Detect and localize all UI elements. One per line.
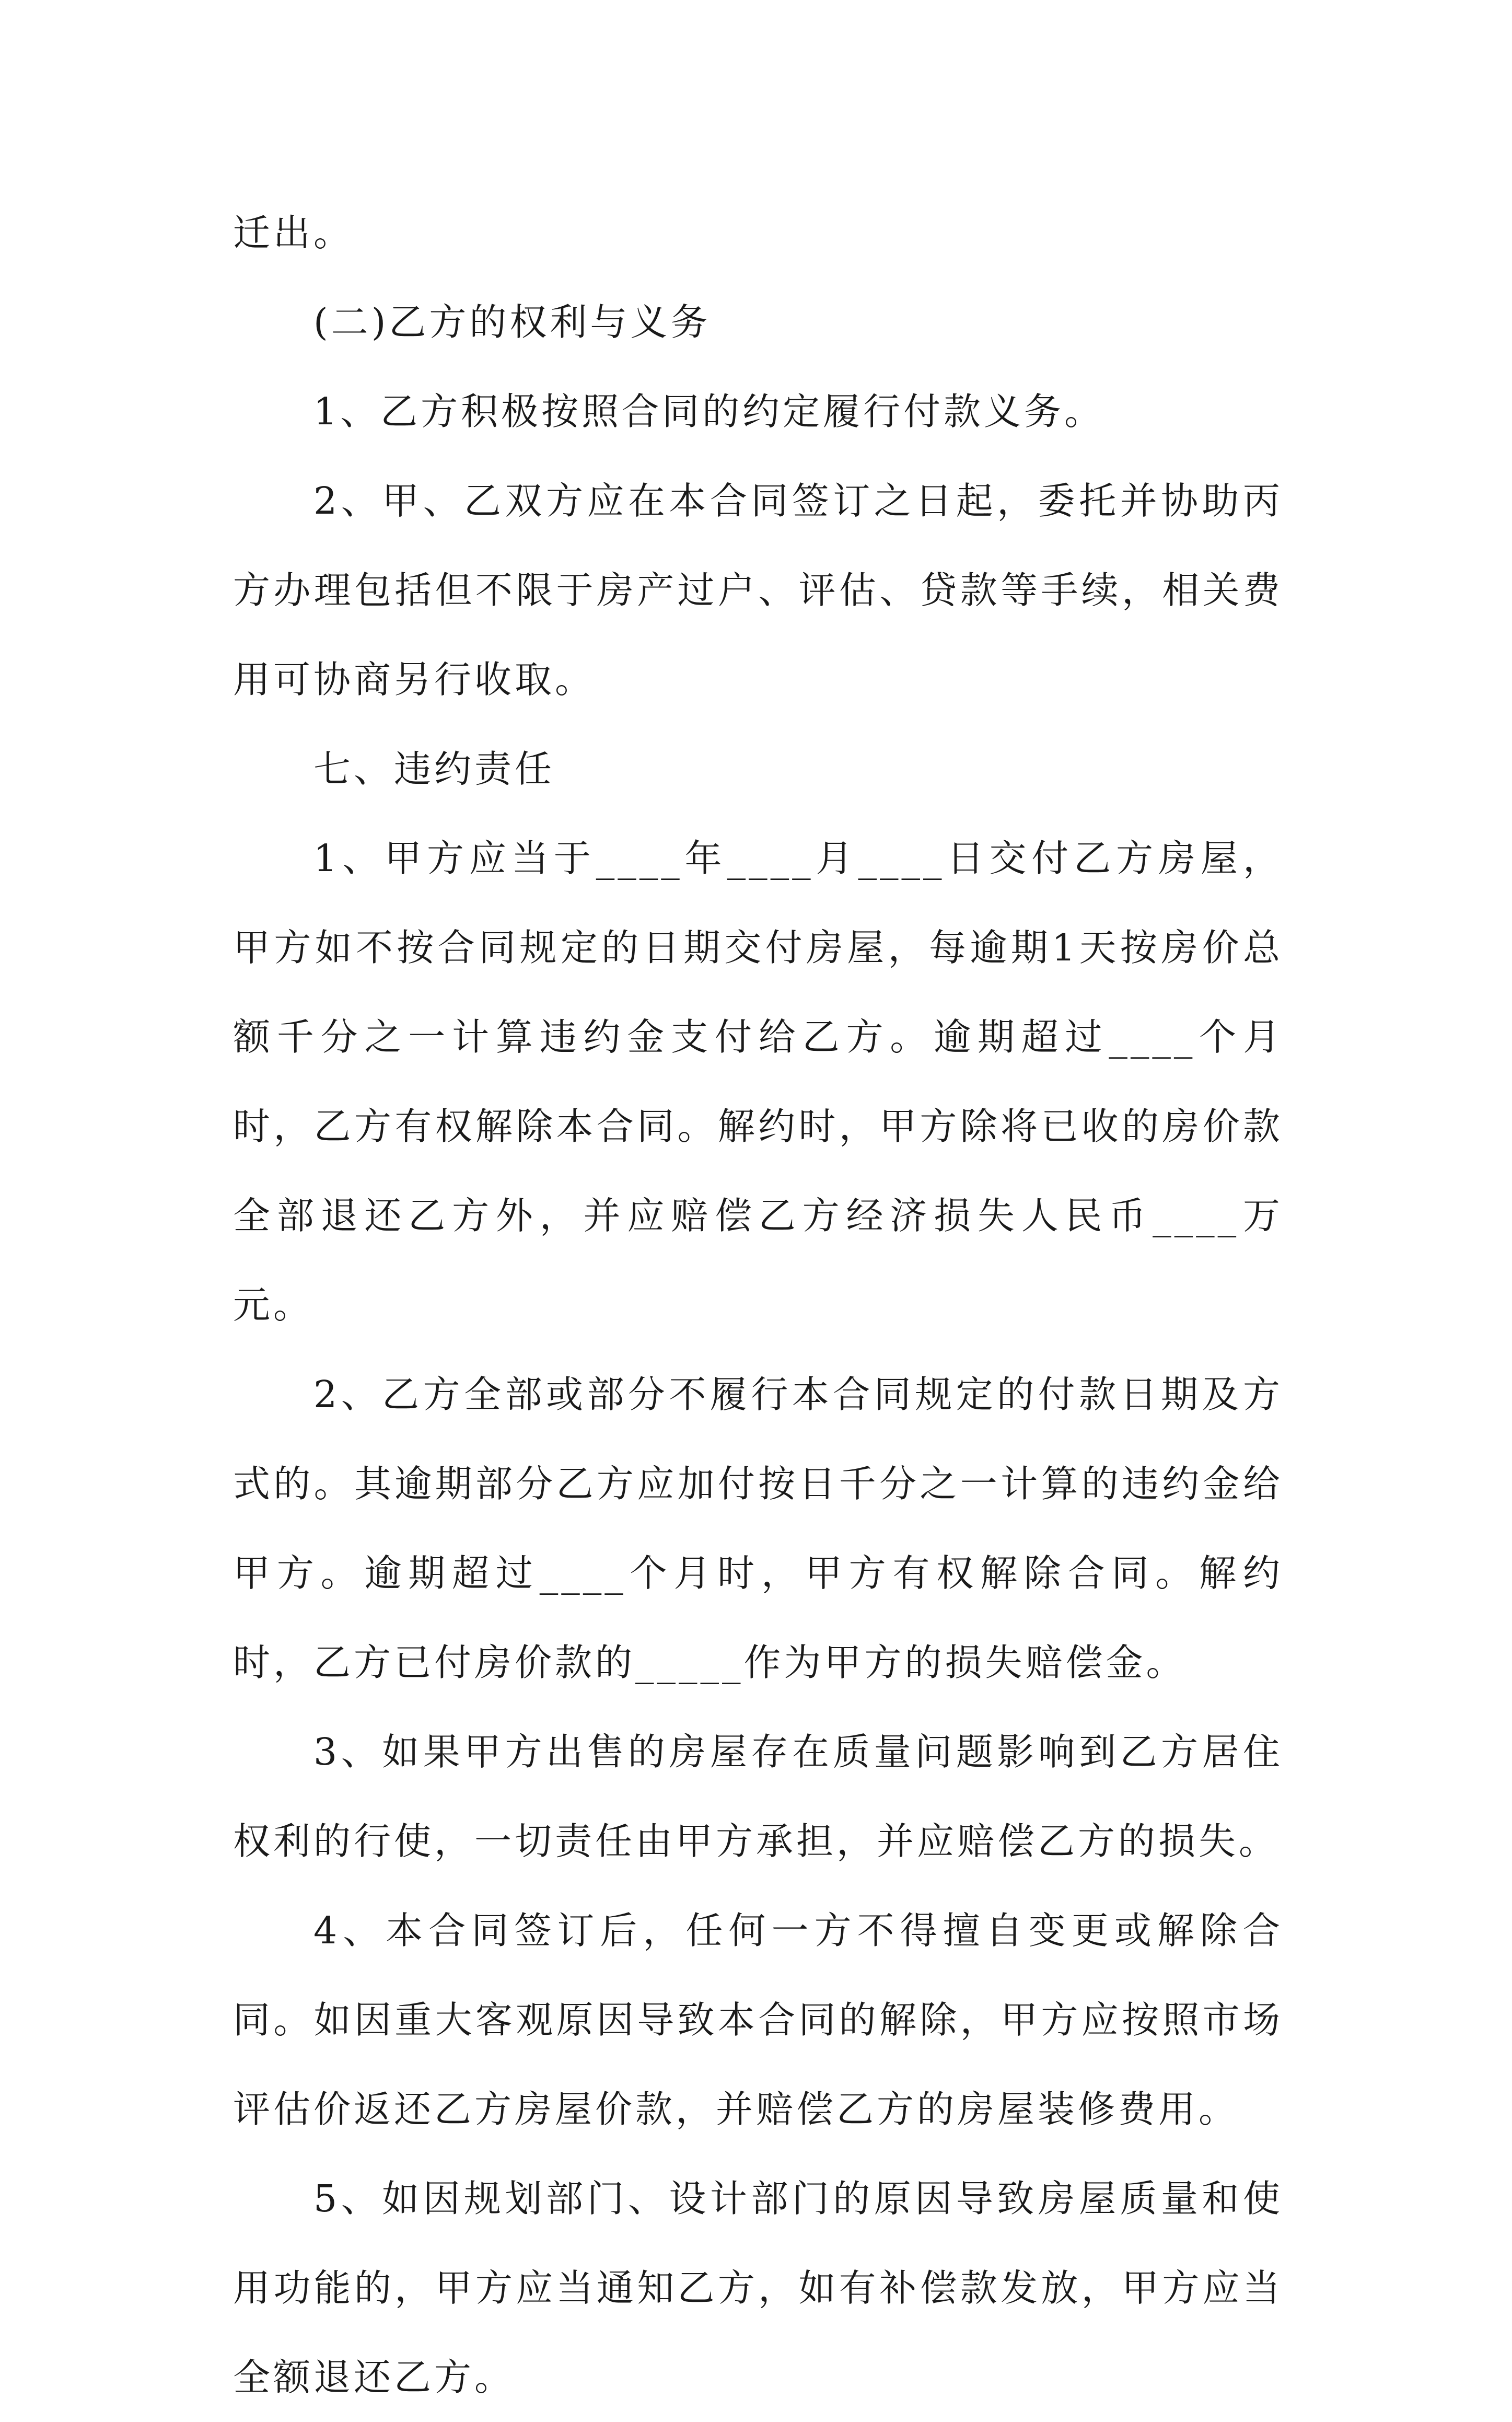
section-heading-breach-liability: 七、违约责任 xyxy=(313,747,555,791)
paragraph-clause-7-2: 2、乙方全部或部分不履行本合同规定的付款日期及方式的。其逾期部分乙方应加付按日千分之一计算的违约金给甲方。逾期超过____个月时，甲方有权解除合同。解约时，乙方已付房价款的_____作为甲方的损失赔偿金。 xyxy=(233,1373,1283,1684)
paragraph-clause-7-3: 3、如果甲方出售的房屋存在质量问题影响到乙方居住权利的行使，一切责任由甲方承担，并应赔偿乙方的损失。 xyxy=(233,1730,1283,1863)
paragraph-clause-b1: 1、乙方积极按照合同的约定履行付款义务。 xyxy=(313,390,1105,433)
paragraph-clause-7-1: 1、甲方应当于____年____月____日交付乙方房屋，甲方如不按合同规定的日期交付房屋，每逾期1天按房价总额千分之一计算违约金支付给乙方。逾期超过____个月时，乙方有权解除本合同。解约时，甲方除将已收的房价款全部退还乙方外，并应赔偿乙方经济损失人民币____万元。 xyxy=(233,837,1283,1327)
paragraph-clause-7-5: 5、如因规划部门、设计部门的原因导致房屋质量和使用功能的，甲方应当通知乙方，如有补偿款发放，甲方应当全额退还乙方。 xyxy=(233,2177,1283,2399)
paragraph-clause-7-4: 4、本合同签订后，任何一方不得擅自变更或解除合同。如因重大客观原因导致本合同的解除，甲方应按照市场评估价返还乙方房屋价款，并赔偿乙方的房屋装修费用。 xyxy=(233,1909,1283,2131)
section-heading-party-b-rights: (二)乙方的权利与义务 xyxy=(313,300,711,344)
document-body xyxy=(233,188,1283,2422)
paragraph-continuation: 迁出。 xyxy=(233,211,354,254)
paragraph-clause-b2: 2、甲、乙双方应在本合同签订之日起，委托并协助丙方办理包括但不限于房产过户、评估、贷款等手续，相关费用可协商另行收取。 xyxy=(233,479,1283,701)
